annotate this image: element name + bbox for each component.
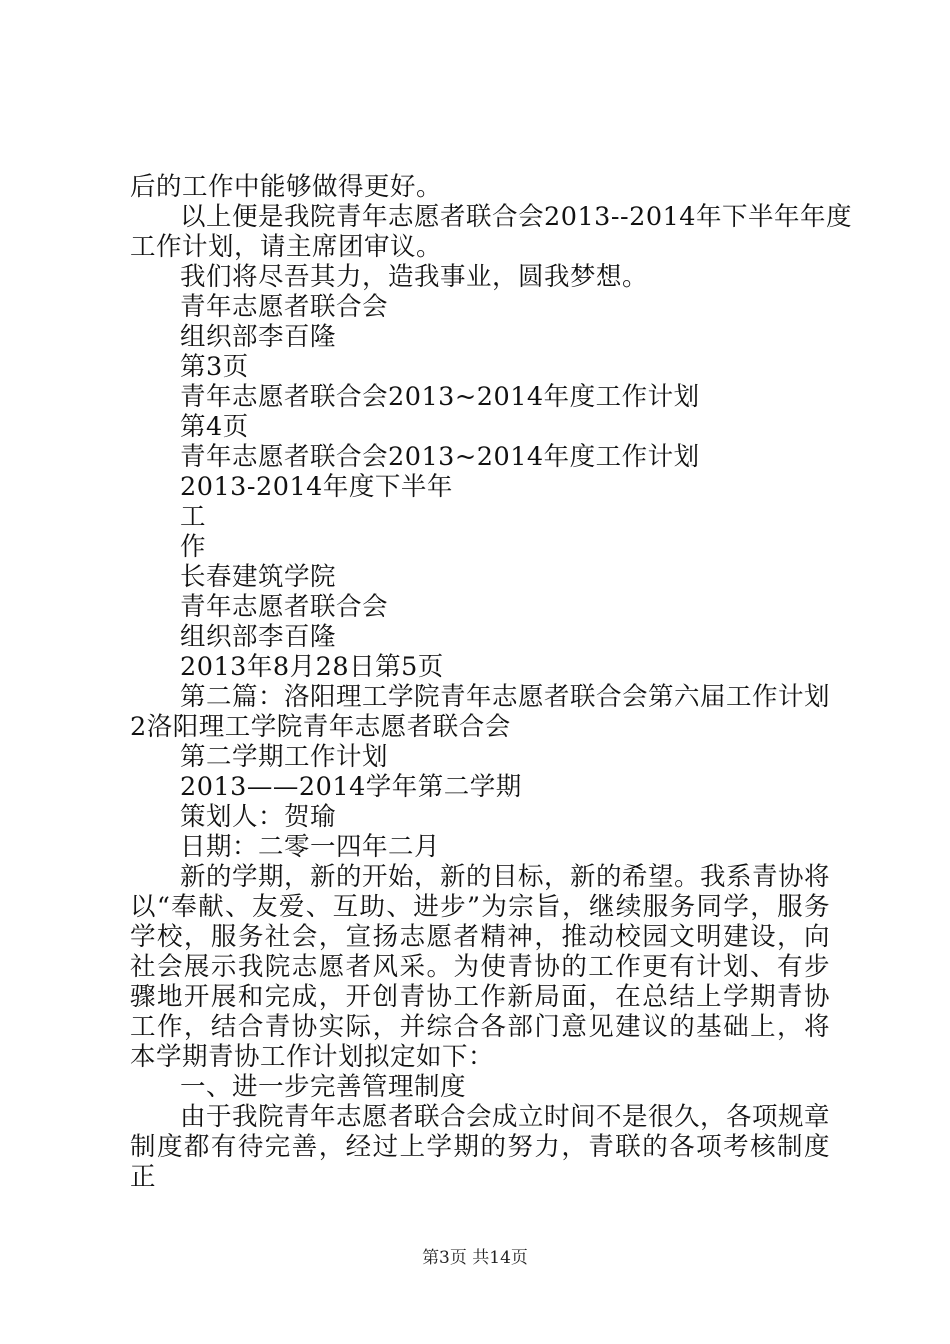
text-line: 青年志愿者联合会2013~2014年度工作计划 <box>180 382 700 412</box>
text-line: 工 <box>180 502 207 532</box>
text-line: 以上便是我院青年志愿者联合会2013--2014年下半年年度 <box>180 202 853 232</box>
body-paragraph-2: 由于我院青年志愿者联合会成立时间不是很久，各项规章制度都有待完善，经过上学期的努力，青联的各项考核制度正 <box>130 1102 831 1192</box>
text-line: 组织部李百隆 <box>180 622 337 652</box>
text-line: 青年志愿者联合会 <box>180 292 389 322</box>
page-footer: 第3页 共14页 <box>422 1248 528 1268</box>
text-line: 2洛阳理工学院青年志愿者联合会 <box>130 712 511 742</box>
body-paragraph-1: 新的学期，新的开始，新的目标，新的希望。我系青协将以“奉献、友爱、互助、进步”为宗旨，继续服务同学，服务学校，服务社会，宣扬志愿者精神，推动校园文明建设，向社会展示我院志愿者风采。为使青协的工作更有计划、有步骤地开展和完成，开创青协工作新局面，在总结上学期青协工作，结合青协实际，并综合各部门意见建议的基础上，将本学期青协工作计划拟定如下： <box>130 862 831 1072</box>
text-line: 2013——2014学年第二学期 <box>180 772 522 802</box>
line-list <box>130 172 853 862</box>
text-line: 第3页 <box>180 352 249 382</box>
text-line: 2013年8月28日第5页 <box>180 652 444 682</box>
text-line: 组织部李百隆 <box>180 322 337 352</box>
text-line: 作 <box>180 532 207 562</box>
text-line: 2013-2014年度下半年 <box>180 472 453 502</box>
document-body <box>130 172 853 1192</box>
text-line: 第4页 <box>180 412 249 442</box>
text-line: 第二学期工作计划 <box>180 742 389 772</box>
text-line: 我们将尽吾其力，造我事业，圆我梦想。 <box>180 262 649 292</box>
text-line: 第二篇：洛阳理工学院青年志愿者联合会第六届工作计划 <box>180 682 831 712</box>
text-line: 日期：二零一四年二月 <box>180 832 441 862</box>
text-line: 长春建筑学院 <box>180 562 337 592</box>
text-line: 青年志愿者联合会 <box>180 592 389 622</box>
text-line: 青年志愿者联合会2013~2014年度工作计划 <box>180 442 700 472</box>
text-line: 工作计划，请主席团审议。 <box>130 232 443 262</box>
section-heading: 一、进一步完善管理制度 <box>180 1072 467 1102</box>
text-line: 后的工作中能够做得更好。 <box>130 172 443 202</box>
text-line: 策划人：贺瑜 <box>180 802 337 832</box>
